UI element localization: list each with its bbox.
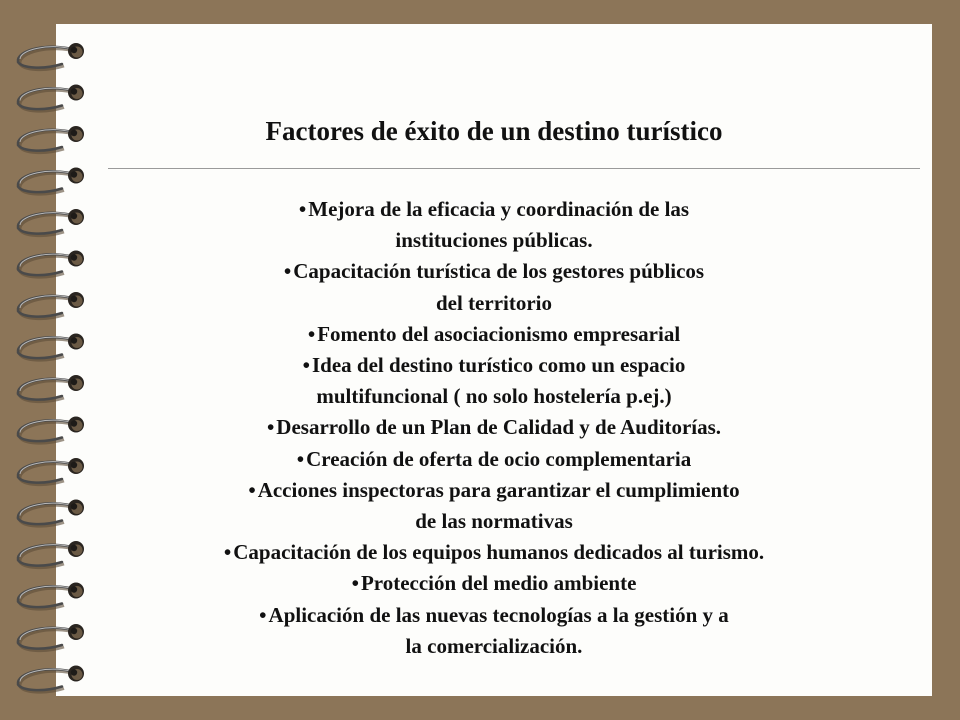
- bullet-line: del territorio: [435, 290, 553, 315]
- bullet-line: •Acciones inspectoras para garantizar el cumplimiento: [248, 477, 740, 502]
- bullet-item: [56, 350, 932, 412]
- bullet-list: [56, 194, 932, 662]
- bullet-item: [56, 319, 932, 350]
- bullet-dot-icon: •: [283, 259, 292, 284]
- bullet-item: [56, 475, 932, 537]
- bullet-line: instituciones públicas.: [395, 228, 593, 253]
- slide-title: Factores de éxito de un destino turístico: [265, 116, 723, 146]
- bullet-item: [56, 568, 932, 599]
- bullet-dot-icon: •: [296, 446, 305, 471]
- bullet-dot-icon: •: [351, 571, 359, 596]
- bullet-dot-icon: •: [259, 602, 267, 627]
- spiral-ring-icon: [18, 85, 84, 112]
- bullet-line: •Mejora de la eficacia y coordinación de las: [298, 197, 690, 221]
- bullet-dot-icon: •: [248, 477, 256, 502]
- bullet-item: [56, 412, 932, 443]
- bullet-line: •Protección del medio ambiente: [351, 571, 637, 596]
- bullet-dot-icon: •: [302, 353, 310, 378]
- spiral-ring-icon: [18, 666, 84, 693]
- bullet-line: la comercialización.: [405, 633, 583, 658]
- bullet-item: [56, 444, 932, 475]
- spiral-ring-icon: [18, 43, 84, 70]
- bullet-line: •Capacitación turística de los gestores públicos: [283, 259, 705, 284]
- bullet-line: de las normativas: [415, 509, 573, 534]
- bullet-line: •Desarrollo de un Plan de Calidad y de Auditorías.: [266, 415, 722, 440]
- bullet-line: •Idea del destino turístico como un espacio: [302, 353, 686, 378]
- bullet-dot-icon: •: [298, 197, 307, 221]
- bullet-line: •Fomento del asociacionismo empresarial: [307, 321, 681, 346]
- bullet-dot-icon: •: [266, 415, 275, 440]
- bullet-line: multifuncional ( no solo hostelería p.ej.): [316, 384, 672, 409]
- bullet-item: [56, 600, 932, 662]
- title-divider: [108, 168, 920, 169]
- bullet-dot-icon: •: [307, 321, 316, 346]
- bullet-item: [56, 537, 932, 568]
- bullet-dot-icon: •: [223, 540, 232, 565]
- bullet-line: •Capacitación de los equipos humanos dedicados al turismo.: [223, 540, 765, 565]
- bullet-line: •Creación de oferta de ocio complementaria: [296, 446, 692, 471]
- bullet-item: [56, 256, 932, 318]
- spiral-ring-icon: [18, 168, 84, 195]
- bullet-line: •Aplicación de las nuevas tecnologías a la gestión y a: [259, 602, 729, 627]
- bullet-item: [56, 194, 932, 256]
